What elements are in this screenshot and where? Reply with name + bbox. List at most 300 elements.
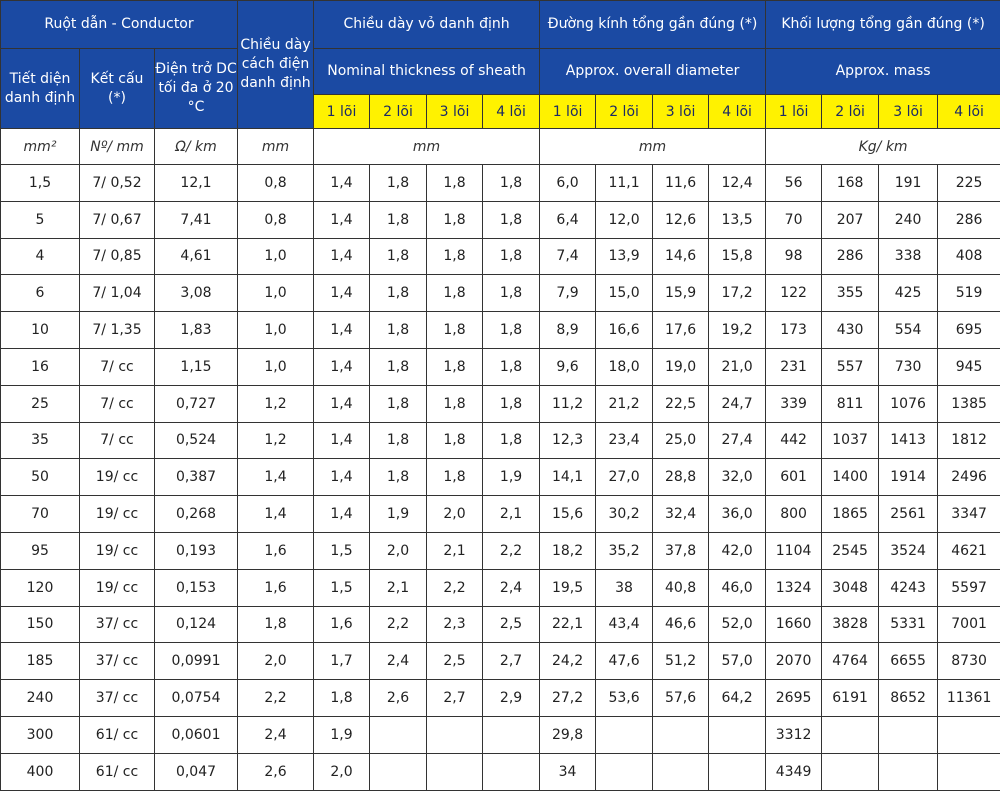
table-cell: 23,4	[596, 422, 653, 459]
table-cell: 98	[766, 238, 822, 275]
table-cell: 1,9	[314, 716, 370, 753]
table-row	[1, 643, 1000, 680]
table-cell: 10	[1, 312, 80, 349]
table-cell	[596, 753, 653, 790]
table-cell: 7001	[938, 606, 1000, 643]
table-cell: 7/ cc	[80, 385, 155, 422]
table-cell: 1,8	[483, 238, 540, 275]
table-cell: 32,0	[709, 459, 766, 496]
table-cell: 0,0601	[155, 716, 238, 753]
table-cell: 0,387	[155, 459, 238, 496]
table-cell	[879, 716, 938, 753]
table-cell: 1,8	[427, 312, 483, 349]
table-cell: 1,8	[427, 422, 483, 459]
table-cell: 12,4	[709, 165, 766, 202]
table-cell: 1,8	[238, 606, 314, 643]
table-cell: 6,4	[540, 201, 596, 238]
table-cell: 0,727	[155, 385, 238, 422]
table-cell: 1,8	[370, 459, 427, 496]
table-cell: 4349	[766, 753, 822, 790]
table-cell: 15,0	[596, 275, 653, 312]
table-cell: 36,0	[709, 496, 766, 533]
table-cell: 24,7	[709, 385, 766, 422]
table-cell: 12,0	[596, 201, 653, 238]
table-cell: 8652	[879, 680, 938, 717]
table-cell: 168	[822, 165, 879, 202]
table-cell: 1,8	[483, 385, 540, 422]
table-cell: 0,193	[155, 532, 238, 569]
table-cell	[596, 716, 653, 753]
table-cell: 11,6	[653, 165, 709, 202]
table-cell: 37/ cc	[80, 606, 155, 643]
table-cell: 1,8	[370, 348, 427, 385]
diameter-core-3: 3 lõi	[653, 95, 709, 129]
table-row	[1, 680, 1000, 717]
table-cell: 2,4	[370, 643, 427, 680]
table-cell: 2545	[822, 532, 879, 569]
table-cell: 6	[1, 275, 80, 312]
table-row	[1, 201, 1000, 238]
table-cell: 122	[766, 275, 822, 312]
table-cell	[709, 716, 766, 753]
table-cell: 13,5	[709, 201, 766, 238]
unit-sheath: mm	[314, 129, 540, 165]
table-cell: 0,524	[155, 422, 238, 459]
diameter-core-2: 2 lõi	[596, 95, 653, 129]
table-cell: 1,5	[314, 569, 370, 606]
table-cell: 1660	[766, 606, 822, 643]
table-cell: 0,047	[155, 753, 238, 790]
table-cell: 15,6	[540, 496, 596, 533]
table-cell: 1,4	[238, 459, 314, 496]
table-cell: 191	[879, 165, 938, 202]
table-cell: 18,0	[596, 348, 653, 385]
table-cell: 0,8	[238, 201, 314, 238]
table-cell: 70	[1, 496, 80, 533]
table-cell: 1,83	[155, 312, 238, 349]
table-cell: 2,1	[427, 532, 483, 569]
table-row	[1, 275, 1000, 312]
table-cell: 43,4	[596, 606, 653, 643]
table-cell: 2,7	[483, 643, 540, 680]
table-row	[1, 606, 1000, 643]
table-cell: 7/ cc	[80, 422, 155, 459]
table-cell: 240	[879, 201, 938, 238]
table-cell: 19/ cc	[80, 459, 155, 496]
table-cell: 70	[766, 201, 822, 238]
conductor-header: Ruột dẫn - Conductor	[1, 1, 238, 49]
table-cell: 21,2	[596, 385, 653, 422]
table-cell: 1,8	[314, 680, 370, 717]
table-cell	[483, 753, 540, 790]
table-cell: 2,2	[427, 569, 483, 606]
table-cell: 17,6	[653, 312, 709, 349]
table-cell: 17,2	[709, 275, 766, 312]
table-cell: 53,6	[596, 680, 653, 717]
table-cell: 150	[1, 606, 80, 643]
table-cell: 1324	[766, 569, 822, 606]
table-row	[1, 459, 1000, 496]
table-cell: 30,2	[596, 496, 653, 533]
table-cell: 286	[938, 201, 1000, 238]
mass-header-vi: Khối lượng tổng gần đúng (*)	[766, 1, 1000, 49]
table-cell: 24,2	[540, 643, 596, 680]
table-cell: 338	[879, 238, 938, 275]
table-cell: 800	[766, 496, 822, 533]
table-cell: 37/ cc	[80, 643, 155, 680]
table-cell: 6655	[879, 643, 938, 680]
table-cell: 2,1	[370, 569, 427, 606]
table-cell: 27,2	[540, 680, 596, 717]
table-cell: 231	[766, 348, 822, 385]
table-cell: 945	[938, 348, 1000, 385]
table-cell: 7/ 1,35	[80, 312, 155, 349]
table-cell: 400	[1, 753, 80, 790]
table-cell: 19/ cc	[80, 532, 155, 569]
table-cell: 1104	[766, 532, 822, 569]
table-cell	[483, 716, 540, 753]
table-cell: 1,0	[238, 312, 314, 349]
table-cell: 7/ 0,52	[80, 165, 155, 202]
mass-header-en: Approx. mass	[766, 49, 1000, 95]
mass-core-2: 2 lõi	[822, 95, 879, 129]
table-cell: 1,8	[427, 165, 483, 202]
table-cell: 37/ cc	[80, 680, 155, 717]
diameter-header-vi: Đường kính tổng gần đúng (*)	[540, 1, 766, 49]
table-cell: 1,8	[427, 275, 483, 312]
table-cell: 1,8	[370, 275, 427, 312]
table-cell: 0,268	[155, 496, 238, 533]
table-cell: 64,2	[709, 680, 766, 717]
table-cell: 1,4	[314, 459, 370, 496]
table-cell: 554	[879, 312, 938, 349]
table-cell: 1,9	[370, 496, 427, 533]
table-cell: 811	[822, 385, 879, 422]
table-cell: 1,6	[238, 569, 314, 606]
table-cell	[938, 716, 1000, 753]
table-cell: 29,8	[540, 716, 596, 753]
table-cell: 32,4	[653, 496, 709, 533]
mass-core-1: 1 lõi	[766, 95, 822, 129]
table-cell: 2,5	[483, 606, 540, 643]
table-cell: 7/ cc	[80, 348, 155, 385]
table-cell: 1,4	[314, 422, 370, 459]
table-cell: 1076	[879, 385, 938, 422]
table-cell: 19/ cc	[80, 569, 155, 606]
table-cell: 730	[879, 348, 938, 385]
table-cell: 3828	[822, 606, 879, 643]
table-cell: 225	[938, 165, 1000, 202]
table-cell: 3312	[766, 716, 822, 753]
table-cell: 2,2	[483, 532, 540, 569]
table-cell: 2,4	[483, 569, 540, 606]
table-cell: 1,4	[314, 201, 370, 238]
table-cell: 52,0	[709, 606, 766, 643]
table-cell: 173	[766, 312, 822, 349]
table-cell: 1,0	[238, 238, 314, 275]
table-cell: 695	[938, 312, 1000, 349]
table-cell: 1,8	[483, 275, 540, 312]
table-cell: 12,6	[653, 201, 709, 238]
table-cell: 19,2	[709, 312, 766, 349]
table-cell: 35,2	[596, 532, 653, 569]
table-cell: 25,0	[653, 422, 709, 459]
table-row	[1, 753, 1000, 790]
table-cell: 46,0	[709, 569, 766, 606]
table-cell: 12,1	[155, 165, 238, 202]
table-cell: 25	[1, 385, 80, 422]
table-cell: 339	[766, 385, 822, 422]
table-cell: 95	[1, 532, 80, 569]
table-cell: 1,0	[238, 275, 314, 312]
table-cell: 57,6	[653, 680, 709, 717]
table-cell: 7,4	[540, 238, 596, 275]
table-cell: 1,6	[238, 532, 314, 569]
table-cell: 5597	[938, 569, 1000, 606]
unit-structure: Nº/ mm	[80, 129, 155, 165]
table-cell: 207	[822, 201, 879, 238]
table-cell: 442	[766, 422, 822, 459]
mass-core-4: 4 lõi	[938, 95, 1000, 129]
table-cell: 2,0	[427, 496, 483, 533]
table-row	[1, 569, 1000, 606]
table-cell: 12,3	[540, 422, 596, 459]
table-cell: 355	[822, 275, 879, 312]
table-cell: 1,4	[238, 496, 314, 533]
table-cell: 1,8	[483, 312, 540, 349]
table-cell: 1,8	[370, 238, 427, 275]
table-cell: 5331	[879, 606, 938, 643]
table-cell: 22,1	[540, 606, 596, 643]
table-cell: 0,0991	[155, 643, 238, 680]
table-row	[1, 385, 1000, 422]
table-cell: 1,4	[314, 275, 370, 312]
table-cell: 28,8	[653, 459, 709, 496]
table-row	[1, 348, 1000, 385]
table-cell: 240	[1, 680, 80, 717]
table-cell: 2,3	[427, 606, 483, 643]
table-cell: 2695	[766, 680, 822, 717]
table-cell: 21,0	[709, 348, 766, 385]
table-cell: 1,4	[314, 348, 370, 385]
table-cell: 120	[1, 569, 80, 606]
table-row	[1, 238, 1000, 275]
table-cell	[709, 753, 766, 790]
table-cell: 185	[1, 643, 80, 680]
table-cell: 15,9	[653, 275, 709, 312]
table-cell: 2,9	[483, 680, 540, 717]
table-cell: 46,6	[653, 606, 709, 643]
table-cell: 27,0	[596, 459, 653, 496]
table-cell	[879, 753, 938, 790]
units-row	[1, 129, 1000, 165]
table-cell: 4,61	[155, 238, 238, 275]
table-cell: 22,5	[653, 385, 709, 422]
table-cell: 5	[1, 201, 80, 238]
table-cell: 57,0	[709, 643, 766, 680]
table-cell: 27,4	[709, 422, 766, 459]
table-cell: 2,6	[370, 680, 427, 717]
table-cell: 1914	[879, 459, 938, 496]
table-cell: 519	[938, 275, 1000, 312]
table-cell: 1400	[822, 459, 879, 496]
sheath-core-4: 4 lõi	[483, 95, 540, 129]
table-cell: 1,4	[314, 496, 370, 533]
table-cell: 2,2	[370, 606, 427, 643]
table-cell: 8730	[938, 643, 1000, 680]
table-cell: 7/ 0,85	[80, 238, 155, 275]
table-cell: 56	[766, 165, 822, 202]
diameter-core-4: 4 lõi	[709, 95, 766, 129]
table-cell: 1,8	[483, 201, 540, 238]
table-cell: 1,8	[427, 238, 483, 275]
table-cell: 1,0	[238, 348, 314, 385]
table-cell: 2561	[879, 496, 938, 533]
table-cell: 2,0	[370, 532, 427, 569]
table-cell: 11,2	[540, 385, 596, 422]
table-cell: 40,8	[653, 569, 709, 606]
table-cell: 2,4	[238, 716, 314, 753]
table-cell: 3347	[938, 496, 1000, 533]
table-cell: 0,124	[155, 606, 238, 643]
unit-diameter: mm	[540, 129, 766, 165]
sheath-core-3: 3 lõi	[427, 95, 483, 129]
table-cell: 2,7	[427, 680, 483, 717]
table-cell	[822, 716, 879, 753]
table-cell: 1812	[938, 422, 1000, 459]
table-cell: 42,0	[709, 532, 766, 569]
table-cell: 6191	[822, 680, 879, 717]
table-cell: 2,2	[238, 680, 314, 717]
table-cell: 0,153	[155, 569, 238, 606]
table-cell: 9,6	[540, 348, 596, 385]
table-cell	[370, 716, 427, 753]
table-cell: 408	[938, 238, 1000, 275]
table-cell: 1,8	[483, 422, 540, 459]
table-cell: 1,5	[1, 165, 80, 202]
table-cell: 4243	[879, 569, 938, 606]
table-cell: 7,9	[540, 275, 596, 312]
table-cell: 34	[540, 753, 596, 790]
table-row	[1, 716, 1000, 753]
table-cell: 430	[822, 312, 879, 349]
table-cell: 300	[1, 716, 80, 753]
table-cell: 50	[1, 459, 80, 496]
table-cell: 1,8	[370, 165, 427, 202]
diameter-header-en: Approx. overall diameter	[540, 49, 766, 95]
table-cell: 1,8	[427, 385, 483, 422]
table-cell: 11,1	[596, 165, 653, 202]
table-cell	[427, 753, 483, 790]
table-cell: 4	[1, 238, 80, 275]
insulation-thickness-header: Chiều dày cách điện danh định	[238, 1, 314, 129]
table-cell: 61/ cc	[80, 716, 155, 753]
table-cell: 37,8	[653, 532, 709, 569]
table-cell: 1,8	[483, 165, 540, 202]
table-cell: 1,8	[370, 201, 427, 238]
table-cell: 1,7	[314, 643, 370, 680]
table-cell: 1,2	[238, 385, 314, 422]
table-cell: 18,2	[540, 532, 596, 569]
table-cell: 1,4	[314, 165, 370, 202]
table-cell: 286	[822, 238, 879, 275]
table-cell	[653, 753, 709, 790]
table-cell: 1,5	[314, 532, 370, 569]
unit-insulation: mm	[238, 129, 314, 165]
table-row	[1, 532, 1000, 569]
table-cell: 11361	[938, 680, 1000, 717]
table-cell	[938, 753, 1000, 790]
resistance-header: Điện trở DC tối đa ở 20 °C	[155, 49, 238, 129]
table-cell: 38	[596, 569, 653, 606]
table-cell: 1037	[822, 422, 879, 459]
sheath-core-2: 2 lõi	[370, 95, 427, 129]
table-cell: 1865	[822, 496, 879, 533]
table-cell: 1,9	[483, 459, 540, 496]
table-cell: 1,8	[483, 348, 540, 385]
cross-section-header: Tiết diện danh định	[1, 49, 80, 129]
table-cell: 601	[766, 459, 822, 496]
unit-resistance: Ω/ km	[155, 129, 238, 165]
table-cell: 1413	[879, 422, 938, 459]
table-cell: 19,0	[653, 348, 709, 385]
table-cell: 19/ cc	[80, 496, 155, 533]
table-cell: 47,6	[596, 643, 653, 680]
table-cell: 16	[1, 348, 80, 385]
table-row	[1, 496, 1000, 533]
sheath-core-1: 1 lõi	[314, 95, 370, 129]
table-cell: 6,0	[540, 165, 596, 202]
structure-header: Kết cấu (*)	[80, 49, 155, 129]
table-cell: 14,6	[653, 238, 709, 275]
sheath-header-en: Nominal thickness of sheath	[314, 49, 540, 95]
table-cell: 2,5	[427, 643, 483, 680]
table-cell: 4764	[822, 643, 879, 680]
table-cell: 51,2	[653, 643, 709, 680]
table-cell: 1,8	[427, 459, 483, 496]
unit-cross-section: mm²	[1, 129, 80, 165]
unit-mass: Kg/ km	[766, 129, 1000, 165]
table-cell: 1,6	[314, 606, 370, 643]
table-row	[1, 312, 1000, 349]
table-cell: 1,8	[427, 201, 483, 238]
table-cell: 13,9	[596, 238, 653, 275]
table-cell: 2,0	[238, 643, 314, 680]
table-cell: 4621	[938, 532, 1000, 569]
table-cell: 16,6	[596, 312, 653, 349]
table-cell: 35	[1, 422, 80, 459]
table-cell	[822, 753, 879, 790]
table-cell: 0,0754	[155, 680, 238, 717]
table-cell: 19,5	[540, 569, 596, 606]
table-cell: 2,0	[314, 753, 370, 790]
table-cell: 1,4	[314, 238, 370, 275]
table-cell: 557	[822, 348, 879, 385]
table-cell: 1,4	[314, 312, 370, 349]
table-cell: 61/ cc	[80, 753, 155, 790]
table-cell	[370, 753, 427, 790]
table-cell: 7/ 1,04	[80, 275, 155, 312]
table-cell: 1,8	[427, 348, 483, 385]
table-cell: 1,8	[370, 312, 427, 349]
table-cell: 3,08	[155, 275, 238, 312]
table-cell: 7/ 0,67	[80, 201, 155, 238]
table-cell: 8,9	[540, 312, 596, 349]
table-cell: 7,41	[155, 201, 238, 238]
table-cell: 1,15	[155, 348, 238, 385]
table-cell: 1,2	[238, 422, 314, 459]
table-row	[1, 165, 1000, 202]
